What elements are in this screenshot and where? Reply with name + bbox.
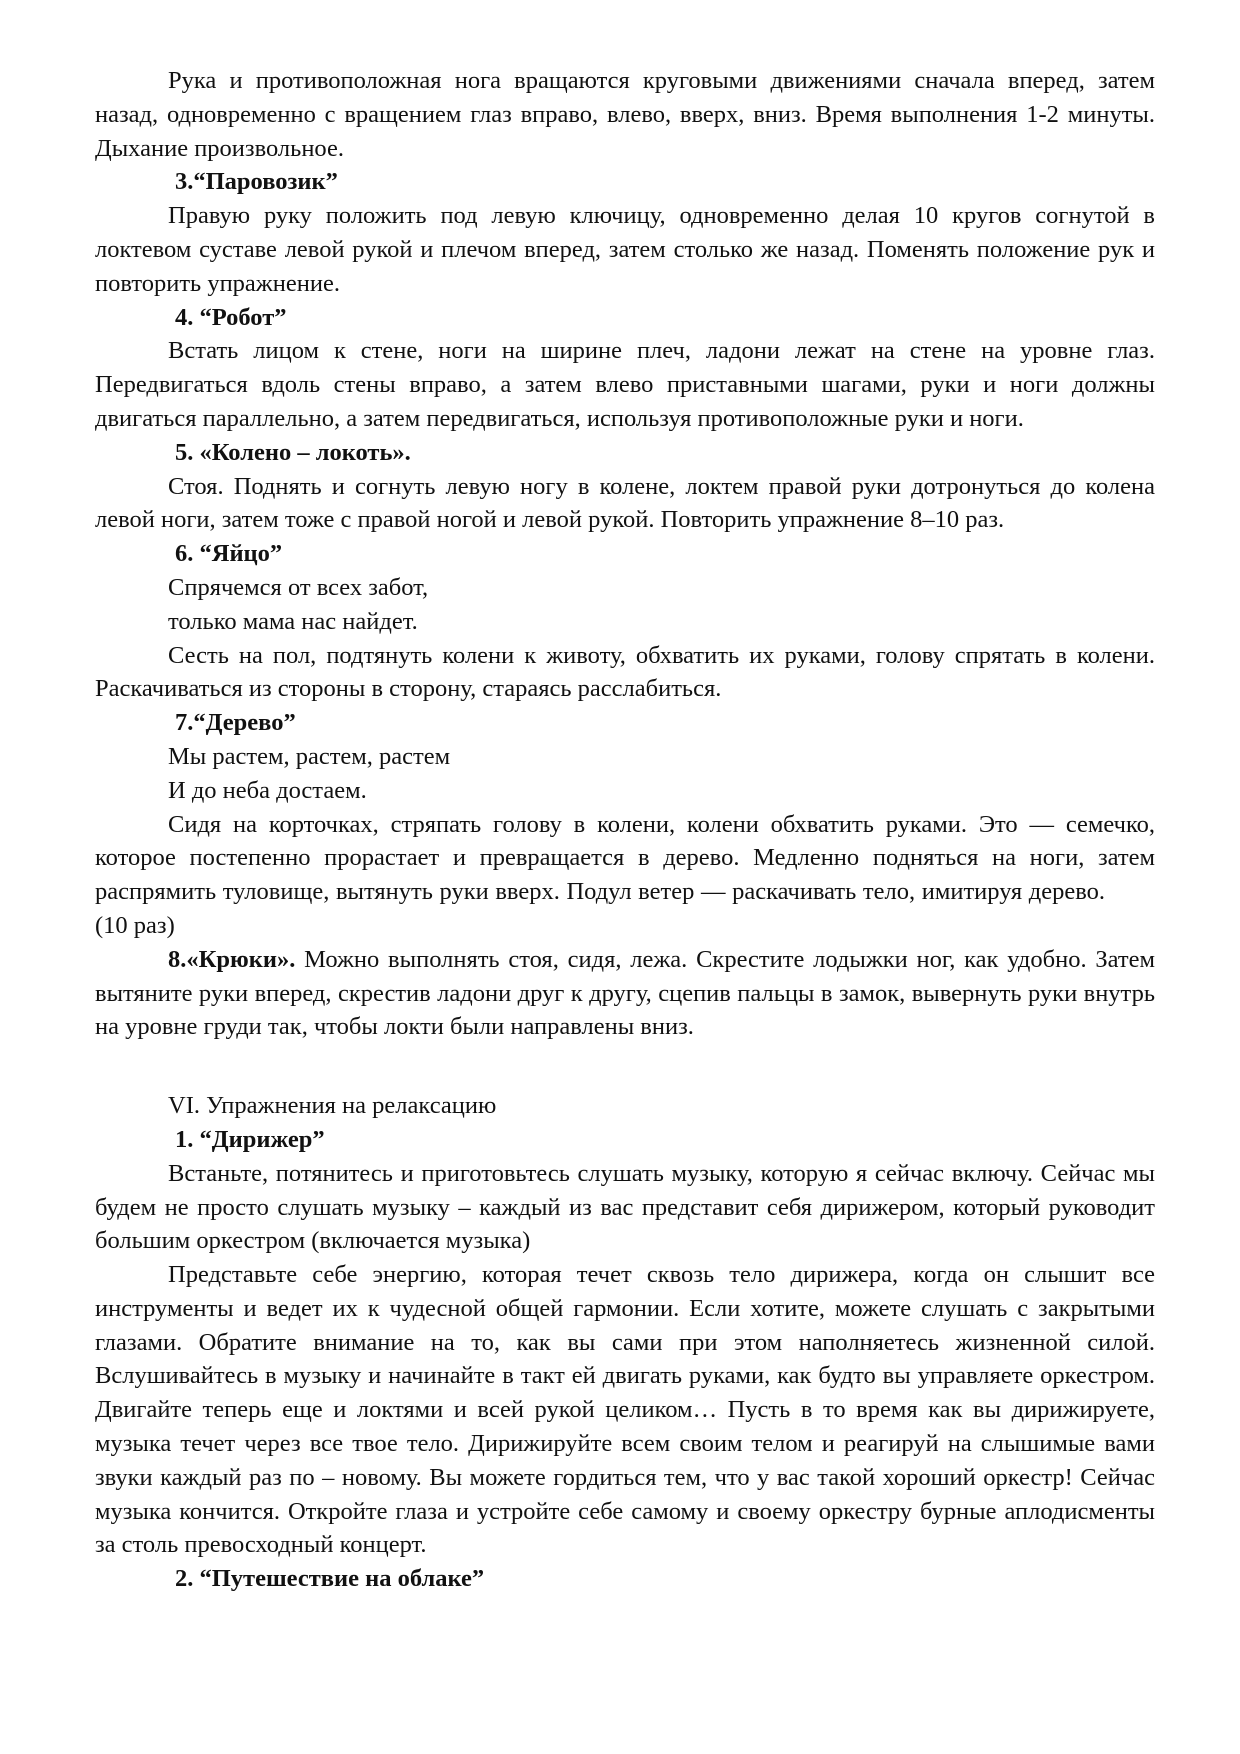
exercise-7-text: Сидя на корточках, стряпать голову в колени, колени обхватить руками. Это — семечко, которое постепенно прорастает и превращается в дерево. Медленно подняться на ноги, затем распрямить туловище, вытянуть руки вверх. Подул ветер — раскачивать тело, имитируя дерево. [95,810,1155,906]
heading-exercise-6: 6. “Яйцо” [175,540,283,568]
paragraph-relaxation-1-intro: Встаньте, потянитесь и приготовьтесь слушать музыку, которую я сейчас включу. Сейчас мы будем не просто слушать музыку – каждый из вас представит себя дирижером, который руководит большим оркестром (включается музыка) [95,1159,1155,1255]
heading-exercise-3: 3.“Паровозик” [175,168,338,196]
paragraph-exercise-8 [95,943,1155,1044]
heading-relaxation-2: 2. “Путешествие на облаке” [175,1565,485,1593]
exercise-7-repetitions: (10 раз) [95,911,175,939]
paragraph-exercise-6-text: Сесть на пол, подтянуть колени к животу, обхватить их руками, голову спрятать в колени. Раскачиваться из стороны в сторону, стараясь расслабиться. [95,641,1155,703]
paragraph-relaxation-1-body: Представьте себе энергию, которая течет сквозь тело дирижера, когда он слышит все инструменты и ведет их к чудесной общей гармонии. Если хотите, можете слушать с закрытыми глазами. Обратите внимание на то, как вы сами при этом наполняетесь жизненной силой. Вслушивайтесь в музыку и начинайте в такт ей двигать руками, как будто вы управляете оркестром. Двигайте теперь еще и локтями и всей рукой целиком… Пусть в то время как вы дирижируете, музыка течет через все твое тело. Дирижируйте всем своим телом и реагируй на слышимые вами звуки каждый раз по – новому. Вы можете гордиться тем, что у вас такой хороший оркестр! Сейчас музыка кончится. Откройте глаза и устройте себе самому и своему оркестру бурные аплодисменты за столь превосходный концерт. [95,1261,1155,1559]
verse-line: И до неба достаем. [168,776,367,804]
exercise-8-text: Можно выполнять стоя, сидя, лежа. Скрестите лодыжки ног, как удобно. Затем вытяните руки вперед, скрестив ладони друг к другу, сцепив пальцы в замок, вывернуть руки внутрь на уровне груди так, чтобы локти были направлены вниз. [95,945,1155,1041]
heading-exercise-7: 7.“Дерево” [175,709,296,737]
verse-line: только мама нас найдет. [168,607,418,635]
paragraph-exercise-7-text [95,808,1155,943]
paragraph-exercise-4-text: Встать лицом к стене, ноги на ширине плеч, ладони лежат на стене на уровне глаз. Передвигаться вдоль стены вправо, а затем влево приставными шагами, руки и ноги должны двигаться параллельно, а затем передвигаться, используя противоположные руки и ноги. [95,337,1155,432]
paragraph-exercise-3-text: Правую руку положить под левую ключицу, одновременно делая 10 кругов согнутой в локтевом суставе левой рукой и плечом вперед, затем столько же назад. Поменять положение рук и повторить упражнение. [95,202,1155,297]
heading-exercise-8: 8.«Крюки». [168,945,296,973]
verse-line: Мы растем, растем, растем [168,742,451,770]
paragraph-exercise-5-text: Стоя. Поднять и согнуть левую ногу в колене, локтем правой руки дотронуться до колена левой ноги, затем тоже с правой ногой и левой рукой. Повторить упражнение 8–10 раз. [95,472,1155,534]
verse-line: Спрячемся от всех забот, [168,573,429,601]
section-title-relaxation: VI. Упражнения на релаксацию [168,1092,497,1120]
heading-exercise-4: 4. “Робот” [175,303,287,331]
heading-relaxation-1: 1. “Дирижер” [175,1125,325,1153]
paragraph-exercise-2-text: Рука и противоположная нога вращаются круговыми движениями сначала вперед, затем назад, одновременно с вращением глаз вправо, влево, вверх, вниз. Время выполнения 1-2 минуты. Дыхание произвольное. [95,67,1155,162]
heading-exercise-5: 5. «Колено – локоть». [175,438,411,466]
